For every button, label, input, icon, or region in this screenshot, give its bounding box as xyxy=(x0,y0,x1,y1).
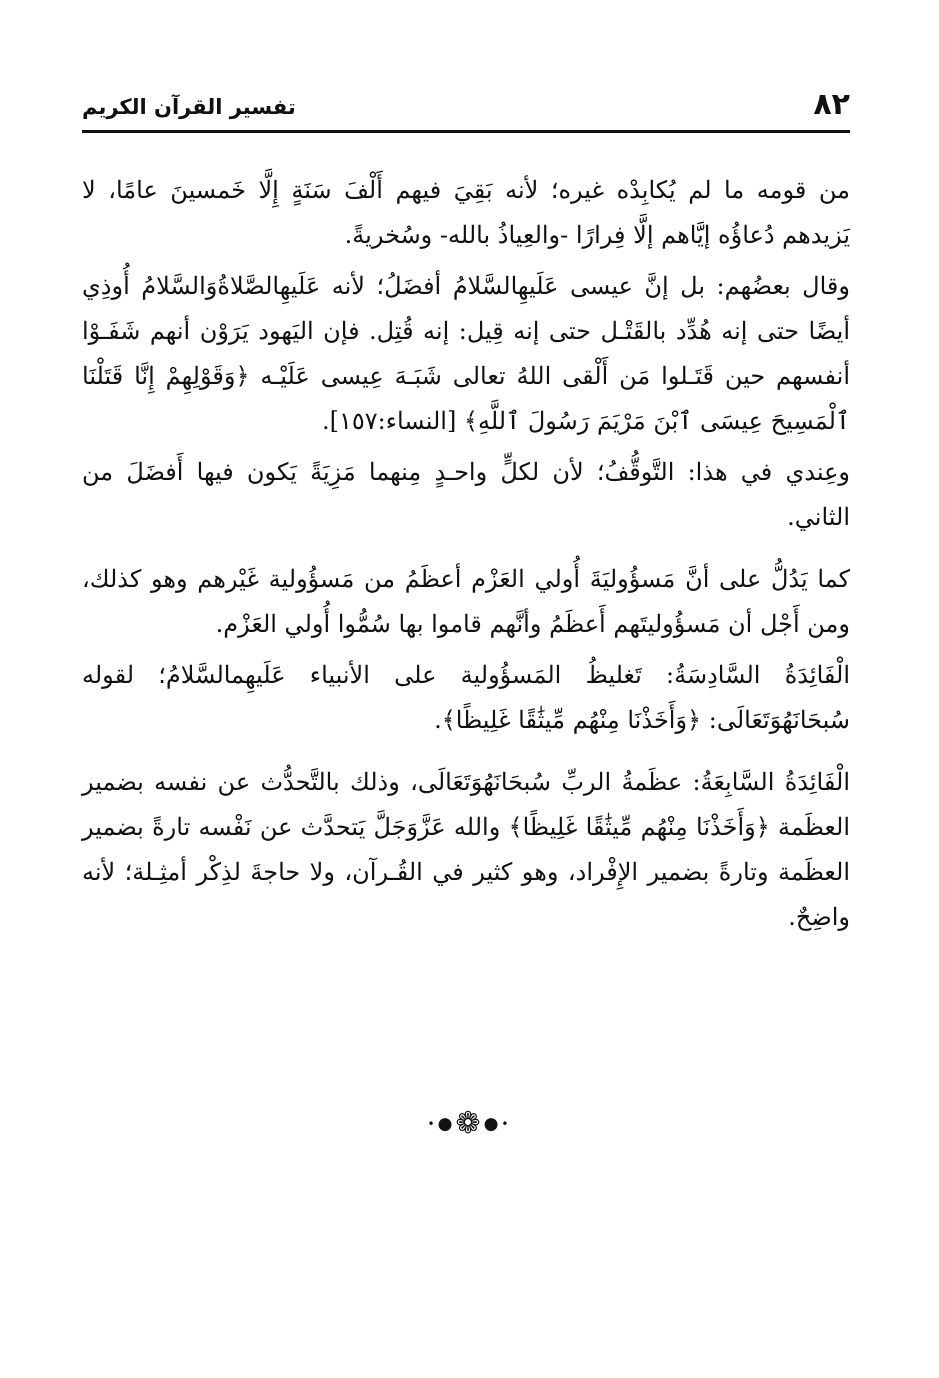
ornament-dot-icon: • xyxy=(427,1117,438,1131)
page-number: ٨٢ xyxy=(813,87,850,122)
header-divider xyxy=(82,130,850,133)
paragraph-noah-continuation: من قومه ما لم يُكابِدْه غيره؛ لأنه بَقِيَ فيهم أَلْفَ سَنَةٍ إِلَّا خَمسينَ عامًا، لا يَزيدهم دُعاؤُه إيَّاهم إلَّا فِرارًا -والعِياذُ بالله- وسُخريةً. xyxy=(82,176,850,249)
book-title: تفسير القرآن الكريم xyxy=(82,95,296,119)
page-header xyxy=(82,88,850,128)
paragraph-jesus-opinion: وقال بعضُهم: بل إنَّ عيسى عَلَيهِالسَّلامُ أفضَلُ؛ لأنه عَلَيهِالصَّلاةُوَالسَّلامُ أُوذِي أيضًا حتى إنه هُدِّد بالقَتْـل حتى إنه قِيل: إنه قُتِل. فإن اليَهود يَرَوْن أنهم شَفَـوْا أنفسهم حين قَتَـلوا مَن أَلْقى اللهُ تعالى شَبَـهَ عِيسى عَلَيْـه ﴿وَقَوْلِهِمْ إِنَّا قَتَلْنَا ٱلْمَسِيحَ عِيسَى ٱبْنَ مَرْيَمَ رَسُولَ ٱللَّهِ﴾ [النساء:١٥٧]. xyxy=(82,272,850,435)
ornament-dot-icon: • xyxy=(501,1117,512,1131)
page-body xyxy=(82,168,850,957)
ornament-dot-icon: ● xyxy=(483,1114,502,1134)
paragraph-seventh-benefit: الْفَائِدَةُ السَّابِعَةُ: عظَمةُ الربِّ سُبحَانَهُوَتَعَالَى، وذلك بالتَّحدُّث عن نفسه بضمير العظَمة ﴿وَأَخَذْنَا مِنْهُم مِّيثَٰقًا غَلِيظًا﴾ والله عَزَّوَجَلَّ يَتحدَّث عن نَفْسه تارةً بضمير العظَمة وتارةً بضمير الإِفْراد، وهو كثير في القُـرآن، ولا حاجةَ لذِكْر أمثِـلة؛ لأنه واضِحٌ. xyxy=(82,768,850,931)
paragraph-ulul-azm: كما يَدُلُّ على أنَّ مَسؤُوليَةَ أُولي العَزْم أعظَمُ من مَسؤُولية غَيْرهم وهو كذلك، ومن أَجْل أن مَسؤُوليتَهم أَعظَمُ وأنَّهم قاموا بها سُمُّوا أُولي العَزْم. xyxy=(82,565,850,638)
paragraph-author-view: وعِندي في هذا: التَّوقُّفُ؛ لأن لكلٍّ واحـدٍ مِنهما مَزِيَةً يَكون فيها أَفضَلَ من الثاني. xyxy=(82,458,850,531)
section-end-ornament xyxy=(0,1108,939,1139)
ornament-dot-icon: ● xyxy=(437,1114,456,1134)
paragraph-sixth-benefit: الْفَائِدَةُ السَّادِسَةُ: تَغليظُ المَسؤُولية على الأنبياء عَلَيهِمالسَّلامُ؛ لقوله سُبحَانَهُوَتَعَالَى: ﴿وَأَخَذْنَا مِنْهُم مِّيثَٰقًا غَلِيظًا﴾. xyxy=(82,661,850,734)
ornament-flower-icon: ❁ xyxy=(455,1106,484,1141)
